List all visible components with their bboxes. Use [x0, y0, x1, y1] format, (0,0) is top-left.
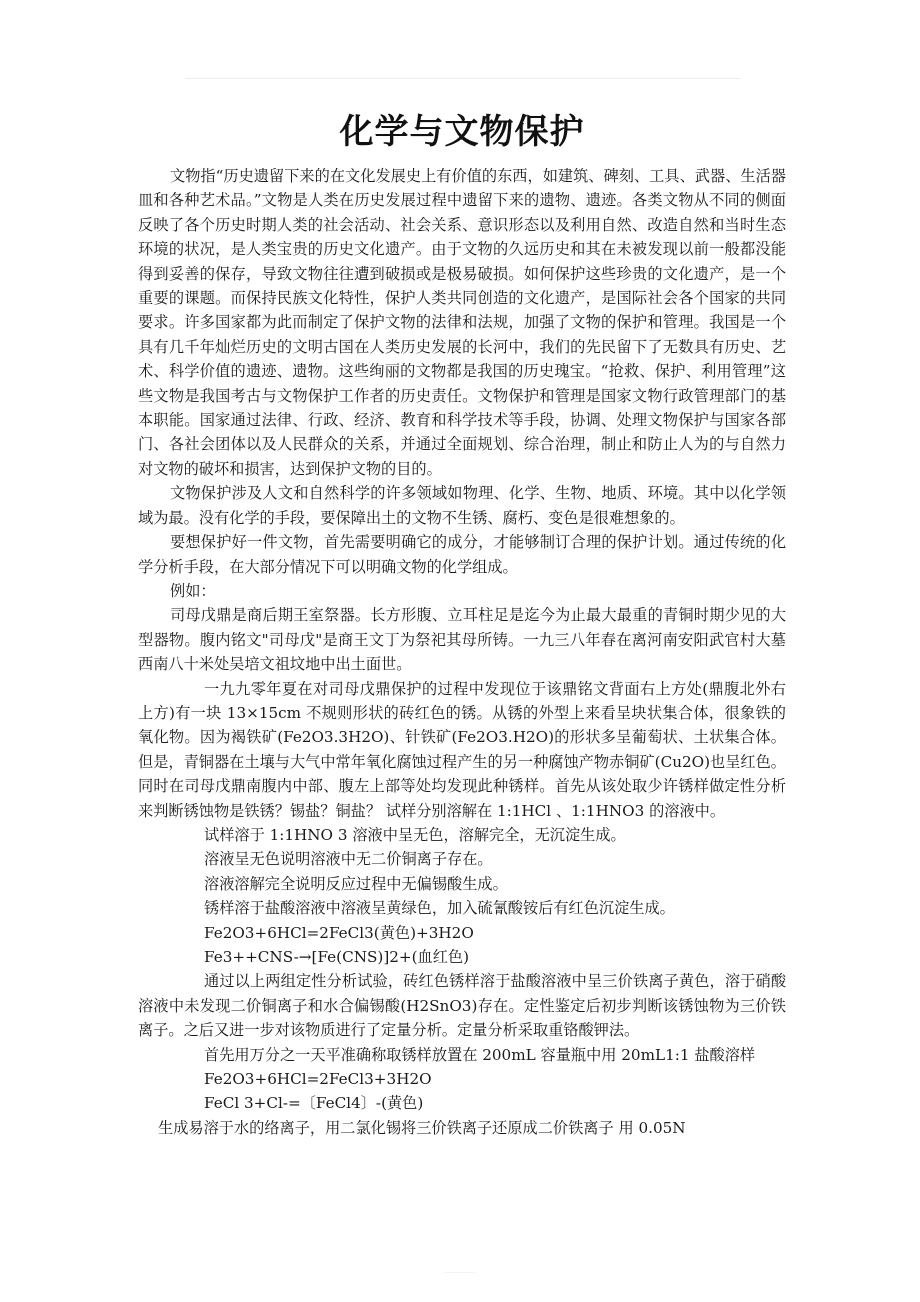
- equation-1: Fe2O3+6HCl=2FeCl3(黄色)+3H2O: [204, 923, 474, 942]
- equation-3: Fe2O3+6HCl=2FeCl3+3H2O: [204, 1070, 432, 1089]
- line-reduction: 生成易溶于水的络离子，用二氯化锡将三价铁离子还原成二价铁离子 用 0.05N: [158, 1118, 686, 1137]
- line-weighing: 首先用万分之一天平准确称取锈样放置在 200mL 容量瓶中用 20mL1:1 盐酸溶样: [204, 1045, 756, 1064]
- paragraph-rust-discovery: 一九九零年夏在对司母戊鼎保护的过程中发现位于该鼎铭文背面右上方处(鼎腹北外右上方)有一块 13×15cm 不规则形状的砖红色的锈。从锈的外型上来看呈块状集合体，很象铁的氧化物。因为褐铁矿(Fe2O3.3H2O)、针铁矿(Fe2O3.H2O)的形状多呈葡萄状、土状集合体。但是，青铜器在土壤与大气中常年氧化腐蚀过程产生的另一种腐蚀产物赤铜矿(Cu2O)也呈红色。同时在司母戊鼎南腹内中部、腹左上部等处均发现此种锈样。首先从该处取少许锈样做定性分析来判断锈蚀物是铁锈？锡盐？铜盐？ 试样分别溶解在 1:1HCl 、1:1HNO3 的溶液中。: [138, 679, 786, 820]
- equation-2: Fe3++CNS-→[Fe(CNS)]2+(血红色): [204, 948, 470, 966]
- line-hno3-test: 试样溶于 1:1HNO 3 溶液中呈无色，溶解完全，无沉淀生成。: [204, 825, 626, 844]
- header-rule: [185, 78, 740, 79]
- paragraph-example-label: 例如：: [170, 581, 216, 600]
- document-body: [138, 108, 786, 1140]
- footer-mark: [445, 1272, 475, 1273]
- paragraph-analysis: 要想保护好一件文物，首先需要明确它的成分，才能够制订合理的保护计划。通过传统的化学分析手段，在大部分情况下可以明确文物的化学组成。: [138, 533, 786, 576]
- paragraph-intro: 文物指“历史遗留下来的在文化发展史上有价值的东西，如建筑、碑刻、工具、武器、生活器皿和各种艺术品。”文物是人类在历史发展过程中遗留下来的遗物、遗迹。各类文物从不同的侧面反映了各个历史时期人类的社会活动、社会关系、意识形态以及利用自然、改造自然和当时生态环境的状况，是人类宝贵的历史文化遗产。由于文物的久远历史和其在未被发现以前一般都没能得到妥善的保存，导致文物往往遭到破损或是极易破损。如何保护这些珍贵的文化遗产，是一个重要的课题。而保持民族文化特性，保护人类共同创造的文化遗产，是国际社会各个国家的共同要求。许多国家都为此而制定了保护文物的法律和法规，加强了文物的保护和管理。我国是一个具有几千年灿烂历史的文明古国在人类历史发展的长河中，我们的先民留下了无数具有历史、艺术、科学价值的遗迹、遗物。这些绚丽的文物都是我国的历史瑰宝。“抢救、保护、利用管理”这些文物是我国考古与文物保护工作者的历史责任。文物保护和管理是国家文物行政管理部门的基本职能。国家通过法律、行政、经济、教育和科学技术等手段，协调、处理文物保护与国家各部门、各社会团体以及人民群众的关系，并通过全面规划、综合治理，制止和防止人为的与自然力对文物的破坏和损害，达到保护文物的目的。: [138, 167, 786, 478]
- line-no-copper: 溶液呈无色说明溶液中无二价铜离子存在。: [204, 850, 493, 869]
- line-hcl-test: 锈样溶于盐酸溶液中溶液呈黄绿色，加入硫氰酸铵后有红色沉淀生成。: [204, 899, 675, 918]
- paragraph-conclusion: 通过以上两组定性分析试验，砖红色锈样溶于盐酸溶液中呈三价铁离子黄色，溶于硝酸溶液中未发现二价铜离子和水合偏锡酸(H2SnO3)存在。定性鉴定后初步判断该锈蚀物为三价铁离子。之后又进一步对该物质进行了定量分析。定量分析采取重铬酸钾法。: [138, 972, 786, 1040]
- paragraph-simuwu-ding: 司母戊鼎是商后期王室祭器。长方形腹、立耳柱足是迄今为止最大最重的青铜时期少见的大型器物。腹内铭文"司母戊"是商王文丁为祭祀其母所铸。一九三八年春在离河南安阳武官村大墓西南八十米处吴培文祖坟地中出土面世。: [138, 606, 786, 674]
- line-no-stannic-acid: 溶液溶解完全说明反应过程中无偏锡酸生成。: [204, 874, 508, 893]
- equation-4: FeCl 3+Cl-=〔FeCl4〕-(黄色): [204, 1094, 424, 1113]
- paragraph-chemistry-role: 文物保护涉及人文和自然科学的许多领域如物理、化学、生物、地质、环境。其中以化学领域为最。没有化学的手段，要保障出土的文物不生锈、腐朽、变色是很难想象的。: [138, 484, 786, 527]
- document-title: 化学与文物保护: [339, 112, 585, 152]
